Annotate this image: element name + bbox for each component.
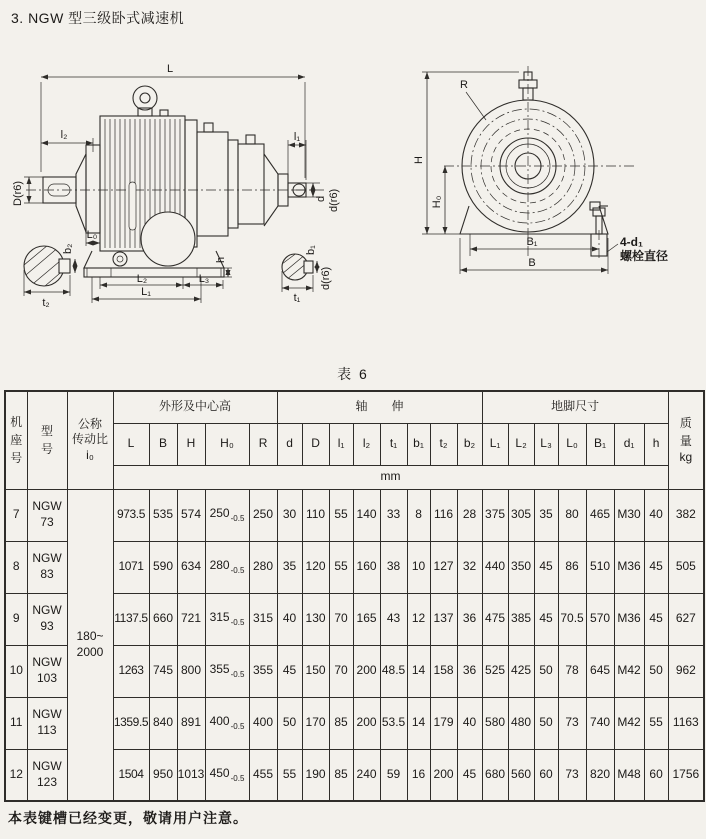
cell-mass: 382 [668,489,704,541]
cell-L3: 60 [534,749,558,801]
cell-L0: 70.5 [558,593,586,645]
cell-L2: 385 [508,593,534,645]
cell-l2: 200 [353,697,380,749]
ratio-label-line3: i₀ [86,448,94,463]
cell-L0: 73 [558,749,586,801]
cell-L1: 580 [482,697,508,749]
cell-d1: M42 [614,645,644,697]
cell-model [27,541,67,593]
h0-tolerance: -0.5 [230,565,245,575]
cell-h: 40 [644,489,668,541]
col-header-t1: t₁ [380,423,407,465]
cell-D: 190 [302,749,329,801]
cell-L1: 375 [482,489,508,541]
cell-d1: M48 [614,749,644,801]
cell-t1: 53.5 [380,697,407,749]
frame-no-label: 机座号 [10,415,23,466]
cell-t2: 116 [430,489,457,541]
cell-t1: 48.5 [380,645,407,697]
cell-L1: 475 [482,593,508,645]
cell-d: 40 [277,593,302,645]
cell-mass: 505 [668,541,704,593]
dim-label-l1: l₁ [293,131,301,143]
col-header-L3: L₃ [534,423,558,465]
cell-L3: 50 [534,645,558,697]
cell-R: 315 [249,593,277,645]
cell-t2: 127 [430,541,457,593]
dim-label-t1: t₁ [293,292,301,304]
unit-cell: mm [113,465,668,489]
cell-L2: 425 [508,645,534,697]
cell-d1: M42 [614,697,644,749]
col-header-L: L [113,423,149,465]
cell-L: 1359.5 [113,697,149,749]
h0-value: 450 [209,765,230,780]
cell-l2: 140 [353,489,380,541]
dim-label-h: h [215,256,227,263]
cell-L3: 45 [534,593,558,645]
cell-H0 [205,645,249,697]
cell-model [27,749,67,801]
cell-L0: 86 [558,541,586,593]
col-group-shaft: 轴 伸 [277,391,482,423]
dim-label-d: d [315,195,327,202]
front-view-drawing [394,56,704,312]
cell-L2: 350 [508,541,534,593]
cell-h: 45 [644,593,668,645]
cell-l2: 165 [353,593,380,645]
dim-label-B1: B₁ [526,236,538,248]
col-header-l2: l₂ [353,423,380,465]
model-line1: NGW [32,759,62,774]
col-group-outline: 外形及中心高 [113,391,277,423]
model-line1: NGW [32,707,62,722]
h0-value: 280 [209,557,230,572]
model-line1: NGW [32,603,62,618]
cell-B1: 510 [586,541,614,593]
cell-L: 1263 [113,645,149,697]
cell-d1: M36 [614,541,644,593]
cell-frame-no: 10 [5,645,27,697]
cell-D: 110 [302,489,329,541]
cell-B: 660 [149,593,177,645]
cell-l1: 70 [329,593,353,645]
col-header-b1: b₁ [407,423,430,465]
cell-L: 1504 [113,749,149,801]
cell-b1: 10 [407,541,430,593]
dim-label-d-r6-2: d(r6) [320,266,332,290]
cell-H0 [205,541,249,593]
cell-b1: 14 [407,697,430,749]
dimension-table [4,390,705,802]
cell-d1: M36 [614,593,644,645]
cell-l2: 160 [353,541,380,593]
cell-t1: 38 [380,541,407,593]
cell-mass: 627 [668,593,704,645]
h0-value: 315 [209,609,230,624]
dim-label-L3: L₃ [198,273,210,285]
col-header-t2: t₂ [430,423,457,465]
cell-B: 590 [149,541,177,593]
h0-value: 400 [209,713,230,728]
col-header-ratio [67,391,113,489]
col-header-L0: L₀ [558,423,586,465]
footnote: 本表键槽已经变更，敬请用户注意。 [8,810,248,826]
col-header-R: R [249,423,277,465]
dim-label-L0: L₀ [86,229,98,241]
cell-L3: 50 [534,697,558,749]
dim-label-b1: b₁ [305,245,317,255]
col-header-D: D [302,423,329,465]
cell-H: 721 [177,593,205,645]
cell-l1: 85 [329,749,353,801]
cell-L2: 305 [508,489,534,541]
col-header-L2: L₂ [508,423,534,465]
cell-t2: 179 [430,697,457,749]
dim-label-L2: L₂ [136,273,148,285]
cell-B1: 820 [586,749,614,801]
cell-H0 [205,489,249,541]
h0-tolerance: -0.5 [230,617,245,627]
dim-label-D-r6: D(r6) [12,180,24,206]
h0-value: 355 [209,661,230,676]
cell-D: 170 [302,697,329,749]
cell-B1: 740 [586,697,614,749]
dim-label-L1: L₁ [141,286,151,298]
dim-label-t2: t₂ [42,297,50,309]
cell-B1: 570 [586,593,614,645]
cell-t1: 33 [380,489,407,541]
cell-d: 50 [277,697,302,749]
cell-t1: 43 [380,593,407,645]
cell-H0 [205,697,249,749]
col-header-B1: B₁ [586,423,614,465]
model-line2: 113 [37,723,57,737]
model-line1: NGW [32,499,62,514]
cell-H: 1013 [177,749,205,801]
h0-tolerance: -0.5 [230,773,245,783]
dim-label-bolt-count: 4-d₁ [620,235,643,249]
page-title: 3. NGW 型三级卧式减速机 [11,10,185,26]
cell-l1: 85 [329,697,353,749]
dim-label-bolt-note: 螺栓直径 [620,249,669,263]
cell-d: 35 [277,541,302,593]
col-header-l1: l₁ [329,423,353,465]
cell-t2: 137 [430,593,457,645]
cell-d: 55 [277,749,302,801]
cell-D: 130 [302,593,329,645]
dim-label-H0: H₀ [431,195,443,209]
cell-b1: 14 [407,645,430,697]
cell-R: 280 [249,541,277,593]
cell-ratio [67,489,113,801]
cell-R: 355 [249,645,277,697]
col-header-mass [668,391,704,489]
dim-label-L: L [166,63,174,75]
col-header-H0: H₀ [205,423,249,465]
cell-R: 400 [249,697,277,749]
cell-mass: 1756 [668,749,704,801]
col-header-d: d [277,423,302,465]
col-header-h: h [644,423,668,465]
cell-L2: 560 [508,749,534,801]
cell-B: 535 [149,489,177,541]
model-line2: 73 [40,515,54,529]
cell-b2: 36 [457,645,482,697]
cell-t1: 59 [380,749,407,801]
cell-H: 800 [177,645,205,697]
table-header [5,391,704,489]
cell-model [27,697,67,749]
cell-b2: 28 [457,489,482,541]
cell-d: 30 [277,489,302,541]
table-row [5,489,704,541]
cell-B: 745 [149,645,177,697]
ratio-label-line2: 传动比 [71,432,108,447]
cell-B1: 645 [586,645,614,697]
table-body [5,489,704,801]
model-line2: 123 [36,774,58,789]
cell-R: 250 [249,489,277,541]
cell-L2: 480 [508,697,534,749]
cell-l2: 200 [353,645,380,697]
header-row-groups [5,391,704,423]
cell-mass: 1163 [668,697,704,749]
ratio-value-line2: 2000 [76,644,104,659]
cell-H: 634 [177,541,205,593]
ratio-label-line1: 公称 [77,416,102,431]
cell-b1: 16 [407,749,430,801]
cell-D: 120 [302,541,329,593]
cell-L: 1071 [113,541,149,593]
h0-tolerance: -0.5 [230,669,245,679]
model-line2: 93 [40,619,54,633]
cell-frame-no: 9 [5,593,27,645]
cell-B: 950 [149,749,177,801]
cell-mass: 962 [668,645,704,697]
ratio-value-line1: 180~ [76,629,104,644]
dim-label-R: R [460,79,468,91]
cell-frame-no: 12 [5,749,27,801]
cell-H0 [205,593,249,645]
cell-l1: 55 [329,489,353,541]
col-header-b2: b₂ [457,423,482,465]
cell-l1: 70 [329,645,353,697]
mass-unit-label: kg [679,450,693,465]
cell-b2: 36 [457,593,482,645]
col-group-foot: 地脚尺寸 [482,391,668,423]
cell-l1: 55 [329,541,353,593]
col-header-d1: d₁ [614,423,644,465]
table-caption: 表 6 [337,366,369,382]
model-line2: 83 [40,567,54,581]
col-header-model [27,391,67,489]
cell-d1: M30 [614,489,644,541]
cell-b1: 8 [407,489,430,541]
cell-frame-no: 7 [5,489,27,541]
model-line1: NGW [32,655,62,670]
cell-frame-no: 11 [5,697,27,749]
cell-h: 55 [644,697,668,749]
h0-tolerance: -0.5 [230,721,245,731]
cell-t2: 158 [430,645,457,697]
col-header-B: B [149,423,177,465]
cell-h: 50 [644,645,668,697]
cell-D: 150 [302,645,329,697]
mass-label: 质量 [679,416,692,449]
cell-L: 973.5 [113,489,149,541]
cell-L: 1137.5 [113,593,149,645]
cell-L0: 73 [558,697,586,749]
cell-L0: 80 [558,489,586,541]
cell-B1: 465 [586,489,614,541]
cell-model [27,593,67,645]
model-label: 型号 [40,424,53,457]
cell-L3: 35 [534,489,558,541]
col-header-H: H [177,423,205,465]
col-header-L1: L₁ [482,423,508,465]
cell-model [27,489,67,541]
cell-H0 [205,749,249,801]
cell-L1: 680 [482,749,508,801]
cell-R: 455 [249,749,277,801]
col-header-frame-no [5,391,27,489]
dim-label-b2: b₂ [62,243,74,254]
cell-d: 45 [277,645,302,697]
cell-L0: 78 [558,645,586,697]
model-line1: NGW [32,551,62,566]
cell-L1: 525 [482,645,508,697]
cell-b2: 45 [457,749,482,801]
cell-b2: 40 [457,697,482,749]
cell-l2: 240 [353,749,380,801]
cell-b1: 12 [407,593,430,645]
side-view-drawing [8,56,354,312]
cell-L1: 440 [482,541,508,593]
cell-h: 45 [644,541,668,593]
cell-B: 840 [149,697,177,749]
dim-label-d-r6: d(r6) [328,188,340,212]
dim-label-l2: l₂ [60,129,68,141]
cell-h: 60 [644,749,668,801]
cell-model [27,645,67,697]
cell-H: 891 [177,697,205,749]
h0-tolerance: -0.5 [230,513,245,523]
cell-t2: 200 [430,749,457,801]
dim-label-B: B [528,257,536,269]
cell-H: 574 [177,489,205,541]
cell-b2: 32 [457,541,482,593]
dim-label-H: H [413,156,425,164]
technical-drawings [0,56,706,312]
cell-frame-no: 8 [5,541,27,593]
h0-value: 250 [209,505,230,520]
cell-L3: 45 [534,541,558,593]
model-line2: 103 [36,671,58,685]
